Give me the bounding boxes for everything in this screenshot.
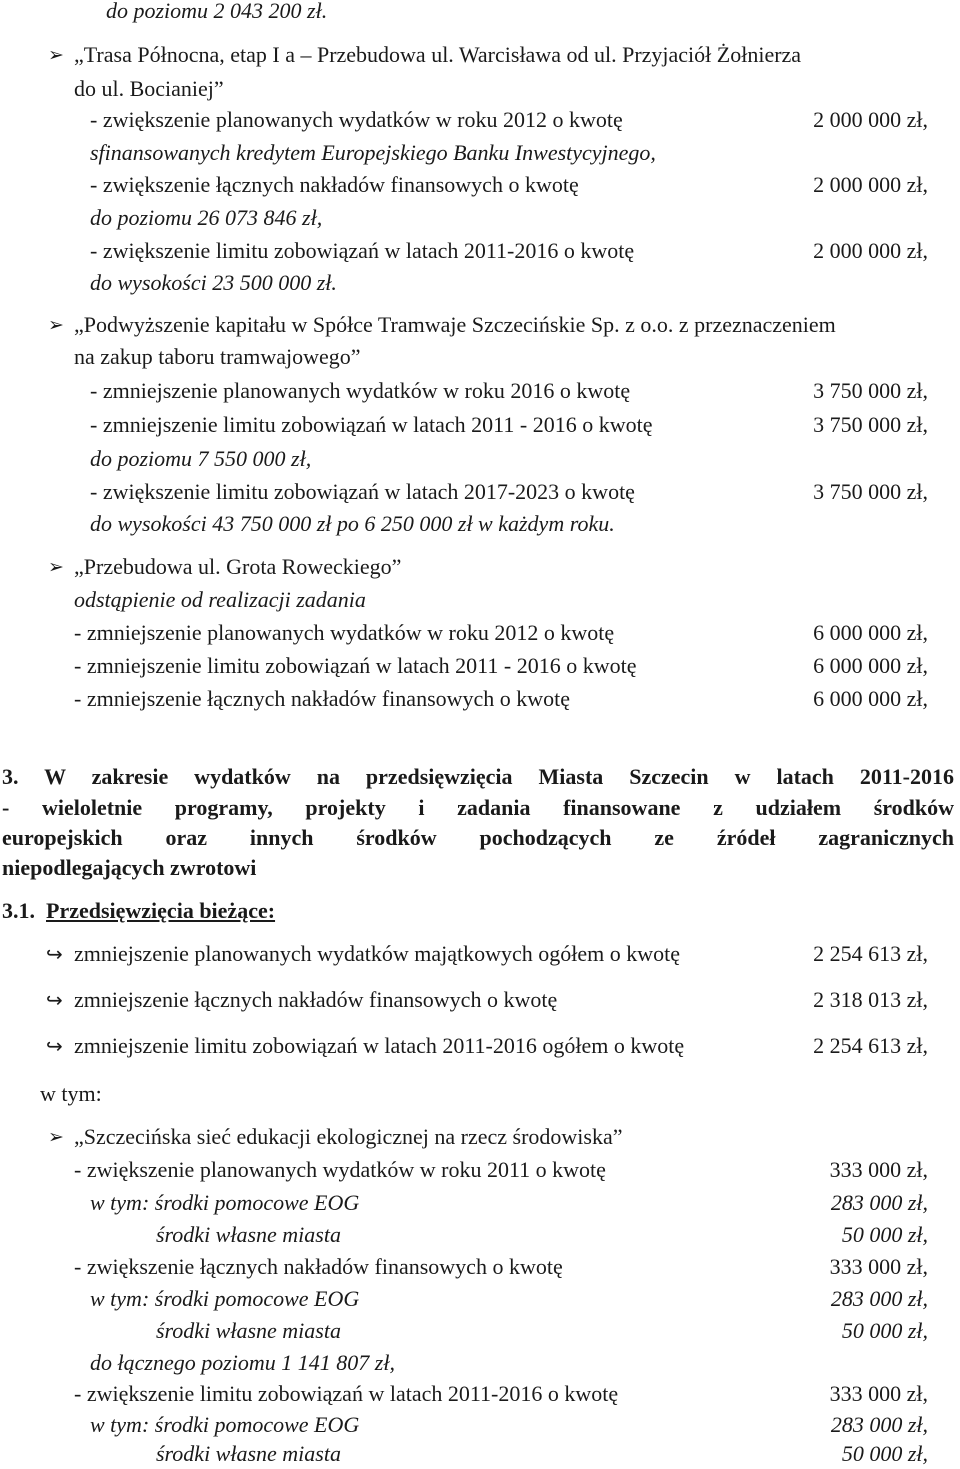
text-line: - zwiększenie limitu zobowiązań w latach 2011-2016 o kwotę: [74, 1381, 619, 1406]
text-line: zmniejszenie łącznych nakładów finansowych o kwotę: [74, 987, 558, 1012]
text-line: - zmniejszenie planowanych wydatków w roku 2016 o kwotę: [90, 378, 631, 403]
amount: 2 254 613 zł,: [813, 941, 928, 966]
section-heading: - wieloletnie programy, projekty i zadania finansowane z udziałem środków: [2, 795, 954, 820]
text-line: - zwiększenie limitu zobowiązań w latach 2017-2023 o kwotę: [90, 479, 635, 504]
amount: 283 000 zł,: [830, 1412, 928, 1437]
text-line: do poziomu 2 043 200 zł.: [106, 0, 328, 23]
amount: 283 000 zł,: [830, 1190, 928, 1215]
text-line: w tym:: [40, 1081, 102, 1106]
text-line: - zwiększenie planowanych wydatków w roku 2011 o kwotę: [74, 1157, 606, 1182]
hook-arrow-icon: ↪: [46, 988, 63, 1012]
amount: 6 000 000 zł,: [813, 686, 928, 711]
text-line: zmniejszenie planowanych wydatków majątkowych ogółem o kwotę: [74, 941, 681, 966]
text-line: w tym: środki pomocowe EOG: [90, 1412, 360, 1437]
text-line: w tym: środki pomocowe EOG: [90, 1286, 360, 1311]
arrowhead-bullet-icon: ➢: [48, 44, 64, 66]
amount: 333 000 zł,: [829, 1254, 928, 1279]
text-line: zmniejszenie limitu zobowiązań w latach 2011-2016 ogółem o kwotę: [74, 1033, 685, 1058]
section-heading: niepodlegających zwrotowi: [2, 855, 257, 880]
text-line: sfinansowanych kredytem Europejskiego Banku Inwestycyjnego,: [90, 140, 656, 165]
text-line: - zmniejszenie planowanych wydatków w roku 2012 o kwotę: [74, 620, 615, 645]
text-line: do poziomu 26 073 846 zł,: [90, 205, 323, 230]
text-line: - zwiększenie planowanych wydatków w roku 2012 o kwotę: [90, 107, 623, 132]
text-line: środki własne miasta: [156, 1222, 341, 1247]
amount: 3 750 000 zł,: [813, 412, 928, 437]
task-title-cont: do ul. Bocianiej”: [74, 76, 224, 101]
task-title: „Przebudowa ul. Grota Roweckiego”: [74, 554, 402, 579]
task-title: „Podwyższenie kapitału w Spółce Tramwaje Szczecińskie Sp. z o.o. z przeznaczeniem: [74, 312, 836, 337]
hook-arrow-icon: ↪: [46, 1034, 63, 1058]
amount: 6 000 000 zł,: [813, 653, 928, 678]
amount: 2 318 013 zł,: [813, 987, 928, 1012]
text-line: do wysokości 43 750 000 zł po 6 250 000 zł w każdym roku.: [90, 511, 615, 536]
text-line: - zwiększenie limitu zobowiązań w latach 2011-2016 o kwotę: [90, 238, 635, 263]
text-line: - zwiększenie łącznych nakładów finansowych o kwotę: [74, 1254, 563, 1279]
text-line: do poziomu 7 550 000 zł,: [90, 446, 312, 471]
amount: 2 000 000 zł,: [813, 107, 928, 132]
text-line: środki własne miasta: [156, 1318, 341, 1343]
amount: 2 000 000 zł,: [813, 238, 928, 263]
amount: 50 000 zł,: [841, 1318, 928, 1343]
task-title: „Trasa Północna, etap I a – Przebudowa ul. Warcisława od ul. Przyjaciół Żołnierza: [74, 42, 802, 67]
text-line: - zmniejszenie limitu zobowiązań w latach 2011 - 2016 o kwotę: [90, 412, 653, 437]
amount: 50 000 zł,: [841, 1222, 928, 1247]
amount: 6 000 000 zł,: [813, 620, 928, 645]
task-title-cont: na zakup taboru tramwajowego”: [74, 344, 361, 369]
arrowhead-bullet-icon: ➢: [48, 556, 64, 578]
text-line: - zmniejszenie łącznych nakładów finansowych o kwotę: [74, 686, 571, 711]
arrowhead-bullet-icon: ➢: [48, 1126, 64, 1148]
section-heading: 3. W zakresie wydatków na przedsięwzięcia Miasta Szczecin w latach 2011-2016: [2, 764, 954, 789]
text-line: - zmniejszenie limitu zobowiązań w latach 2011 - 2016 o kwotę: [74, 653, 637, 678]
text-line: do łącznego poziomu 1 141 807 zł,: [90, 1350, 395, 1375]
section-heading: europejskich oraz innych środków pochodzących ze źródeł zagranicznych: [2, 825, 954, 850]
amount: 2 254 613 zł,: [813, 1033, 928, 1058]
subsection-number: 3.1.: [2, 898, 35, 923]
amount: 50 000 zł,: [841, 1441, 928, 1466]
arrowhead-bullet-icon: ➢: [48, 314, 64, 336]
text-line: środki własne miasta: [156, 1441, 341, 1466]
amount: 3 750 000 zł,: [813, 378, 928, 403]
amount: 333 000 zł,: [829, 1157, 928, 1182]
hook-arrow-icon: ↪: [46, 942, 63, 966]
subsection-title: Przedsięwzięcia bieżące:: [46, 898, 276, 923]
text-line: do wysokości 23 500 000 zł.: [90, 270, 337, 295]
text-line: w tym: środki pomocowe EOG: [90, 1190, 360, 1215]
text-line: odstąpienie od realizacji zadania: [74, 587, 366, 612]
amount: 333 000 zł,: [829, 1381, 928, 1406]
amount: 2 000 000 zł,: [813, 172, 928, 197]
text-line: - zwiększenie łącznych nakładów finansowych o kwotę: [90, 172, 579, 197]
amount: 3 750 000 zł,: [813, 479, 928, 504]
amount: 283 000 zł,: [830, 1286, 928, 1311]
task-title: „Szczecińska sieć edukacji ekologicznej na rzecz środowiska”: [74, 1124, 623, 1149]
